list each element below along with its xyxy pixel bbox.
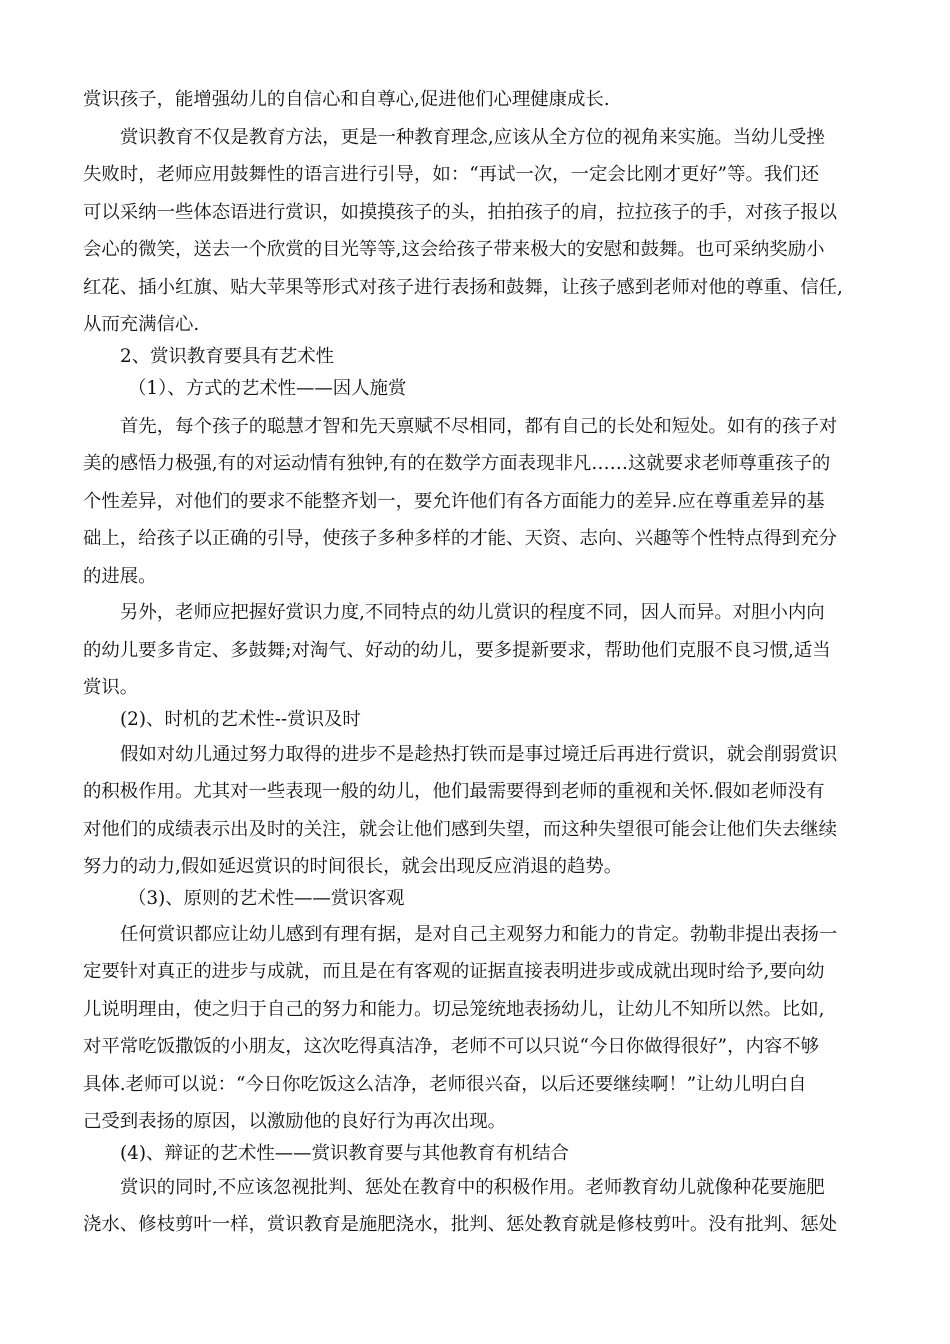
text-line: 会心的微笑，送去一个欣赏的目光等等,这会给孩子带来极大的安慰和鼓舞。也可采纳奖励小 [83, 239, 825, 260]
text-line: 努力的动力,假如延迟赏识的时间很长，就会出现反应消退的趋势。 [83, 856, 623, 877]
text-line: 己受到表扬的原因，以激励他的良好行为再次出现。 [83, 1111, 506, 1132]
text-line: 对平常吃饭撒饭的小朋友，这次吃得真洁净，老师不可以只说“今日你做得很好”，内容不够 [83, 1036, 820, 1057]
text-line: 赏识。 [83, 677, 139, 698]
text-line: 对他们的成绩表示出及时的关注，就会让他们感到失望，而这种失望很可能会让他们失去继续 [83, 819, 838, 840]
text-line: 的幼儿要多肯定、多鼓舞;对淘气、好动的幼儿，要多提新要求，帮助他们克服不良习惯,适当 [83, 640, 831, 661]
text-line: 失败时，老师应用鼓舞性的语言进行引导，如：“再试一次，一定会比刚才更好”等。我们还 [83, 164, 820, 185]
text-line: 具体.老师可以说：“今日你吃饭这么洁净，老师很兴奋，以后还要继续啊！”让幼儿明白自 [83, 1074, 807, 1095]
paragraph-line: 另外，老师应把握好赏识力度,不同特点的幼儿赏识的程度不同，因人而异。对胆小内向 [120, 602, 825, 623]
text-line: 赏识孩子，能增强幼儿的自信心和自尊心,促进他们心理健康成长. [83, 89, 610, 110]
text-line: 个性差异，对他们的要求不能整齐划一，要允许他们有各方面能力的差异.应在尊重差异的基 [83, 491, 825, 512]
text-line: 儿说明理由，使之归于自己的努力和能力。切忌笼统地表扬幼儿，让幼儿不知所以然。比如, [83, 999, 825, 1020]
paragraph-line: 赏识的同时,不应该忽视批判、惩处在教育中的积极作用。老师教育幼儿就像种花要施肥 [120, 1177, 825, 1198]
text-line: 美的感悟力极强,有的对运动情有独钟,有的在数学方面表现非凡……这就要求老师尊重孩子的 [83, 453, 831, 474]
subsection-heading: （1）、方式的艺术性——因人施赏 [128, 378, 407, 399]
section-heading: 2、赏识教育要具有艺术性 [120, 346, 334, 367]
text-line: 红花、插小红旗、贴大苹果等形式对孩子进行表扬和鼓舞，让孩子感到老师对他的尊重、信任, [83, 277, 843, 298]
text-line: 可以采纳一些体态语进行赏识，如摸摸孩子的头，拍拍孩子的肩，拉拉孩子的手，对孩子报以 [83, 202, 838, 223]
paragraph-line: 赏识教育不仅是教育方法，更是一种教育理念,应该从全方位的视角来实施。当幼儿受挫 [120, 127, 825, 148]
paragraph-line: 首先，每个孩子的聪慧才智和先天禀赋不尽相同，都有自己的长处和短处。如有的孩子对 [120, 416, 838, 437]
paragraph-line: 假如对幼儿通过努力取得的进步不是趁热打铁而是事过境迁后再进行赏识，就会削弱赏识 [120, 744, 838, 765]
text-line: 础上，给孩子以正确的引导，使孩子多种多样的才能、天资、志向、兴趣等个性特点得到充分 [83, 528, 838, 549]
subsection-heading: (4)、辩证的艺术性——赏识教育要与其他教育有机结合 [120, 1143, 570, 1164]
text-line: 从而充满信心. [83, 314, 200, 335]
paragraph-line: 任何赏识都应让幼儿感到有理有据，是对自己主观努力和能力的肯定。勃勒非提出表扬一 [120, 924, 838, 945]
subsection-heading: (2)、时机的艺术性--赏识及时 [120, 709, 361, 730]
subsection-heading: （3)、原则的艺术性——赏识客观 [128, 888, 405, 909]
text-line: 定要针对真正的进步与成就，而且是在有客观的证据直接表明进步或成就出现时给予,要向幼 [83, 961, 825, 982]
text-line: 的积极作用。尤其对一些表现一般的幼儿，他们最需要得到老师的重视和关怀.假如老师没有 [83, 781, 825, 802]
text-line: 的进展。 [83, 566, 157, 587]
text-line: 浇水、修枝剪叶一样，赏识教育是施肥浇水，批判、惩处教育就是修枝剪叶。没有批判、惩处 [83, 1214, 838, 1235]
